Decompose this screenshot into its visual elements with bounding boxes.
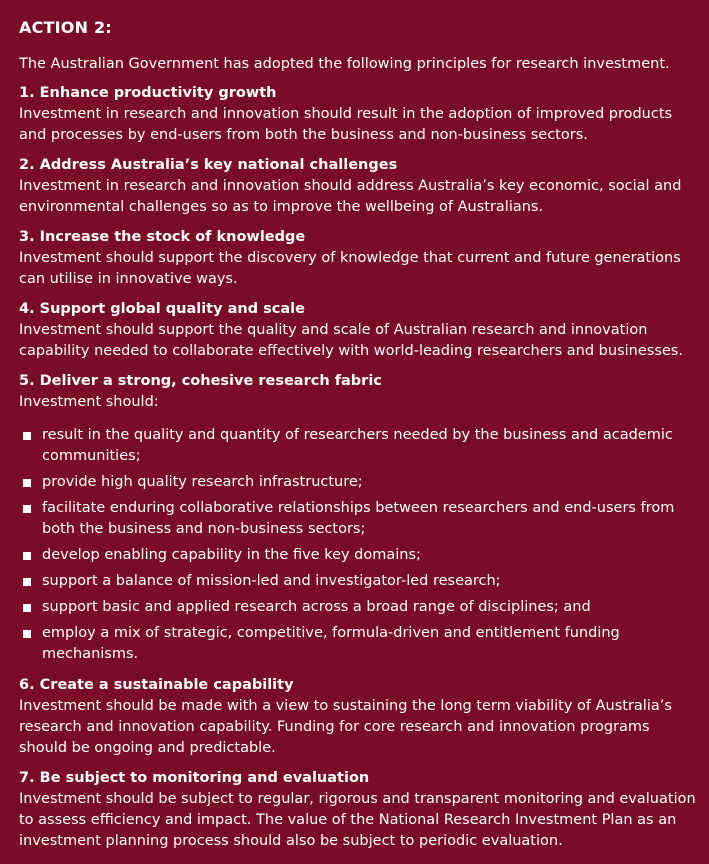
list-item <box>19 623 697 665</box>
list-item <box>19 545 697 566</box>
principle-heading: 6. Create a sustainable capability <box>19 677 294 693</box>
principle-text: Investment should support the discovery of knowledge that current and future generations can utilise in innovative ways. <box>19 250 681 287</box>
principle-text: Investment should be subject to regular, rigorous and transparent monitoring and evaluation to assess efficiency and impact. The value of the National Research Investment Plan as an investment planning process should also be subject to periodic evaluation. <box>19 791 696 849</box>
principle-text: Investment should: <box>19 394 159 410</box>
principle-6 <box>19 675 697 759</box>
principle-5 <box>19 371 697 665</box>
principle-text: Investment should support the quality and scale of Australian research and innovation capability needed to collaborate effectively with world-leading researchers and businesses. <box>19 322 683 359</box>
square-bullet-icon <box>23 505 31 513</box>
principle-heading: 2. Address Australia’s key national challenges <box>19 157 398 173</box>
square-bullet-icon <box>23 432 31 440</box>
list-item-text: support basic and applied research across a broad range of disciplines; and <box>42 599 591 615</box>
principle-heading: 3. Increase the stock of knowledge <box>19 229 306 245</box>
list-item-text: provide high quality research infrastructure; <box>42 474 363 490</box>
list-item-text: facilitate enduring collaborative relationships between researchers and end-users from both the business and non-business sectors; <box>42 500 675 537</box>
principle-heading: 7. Be subject to monitoring and evaluation <box>19 770 370 786</box>
action-title: ACTION 2: <box>19 18 112 37</box>
principle-3 <box>19 227 697 290</box>
principle-text: Investment in research and innovation should address Australia’s key economic, social and environmental challenges so as to improve the wellbeing of Australians. <box>19 178 682 215</box>
principle-1 <box>19 83 697 146</box>
list-item-text: result in the quality and quantity of researchers needed by the business and academic communities; <box>42 427 673 464</box>
principle-4 <box>19 299 697 362</box>
square-bullet-icon <box>23 630 31 638</box>
square-bullet-icon <box>23 479 31 487</box>
square-bullet-icon <box>23 552 31 560</box>
list-item <box>19 571 697 592</box>
principle-text: Investment in research and innovation should result in the adoption of improved products and processes by end-users from both the business and non-business sectors. <box>19 106 673 143</box>
square-bullet-icon <box>23 578 31 586</box>
principle-text: Investment should be made with a view to sustaining the long term viability of Australia’s research and innovation capability. Funding for core research and innovation programs should be ongoing and predictable. <box>19 698 672 756</box>
bullet-list <box>19 425 697 665</box>
square-bullet-icon <box>23 604 31 612</box>
principle-heading: 1. Enhance productivity growth <box>19 85 277 101</box>
principle-heading: 4. Support global quality and scale <box>19 301 305 317</box>
list-item <box>19 425 697 467</box>
list-item <box>19 498 697 540</box>
list-item <box>19 597 697 618</box>
list-item-text: support a balance of mission-led and investigator-led research; <box>42 573 501 589</box>
list-item <box>19 472 697 493</box>
principle-heading: 5. Deliver a strong, cohesive research fabric <box>19 373 382 389</box>
principle-2 <box>19 155 697 218</box>
intro-text: The Australian Government has adopted the following principles for research investment. <box>19 56 670 72</box>
list-item-text: develop enabling capability in the five key domains; <box>42 547 421 563</box>
list-item-text: employ a mix of strategic, competitive, formula-driven and entitlement funding mechanisms. <box>42 625 620 662</box>
principle-7 <box>19 768 697 852</box>
